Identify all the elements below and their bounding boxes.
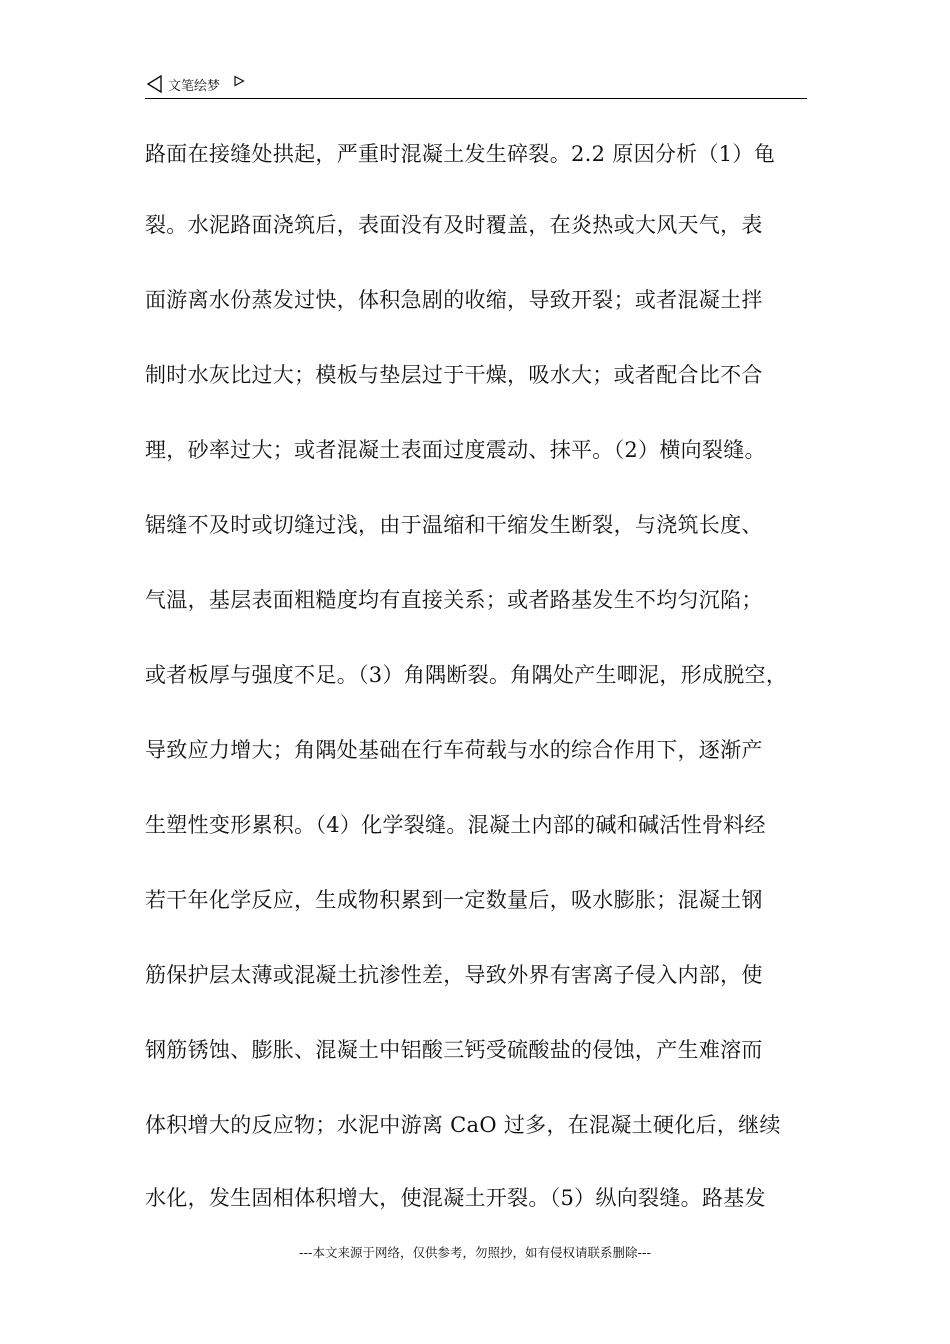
text-line: 水化，发生固相体积增大，使混凝土开裂。（5）纵向裂缝。路基发 <box>145 1186 766 1210</box>
text-line: 或者板厚与强度不足。（3）角隅断裂。角隅处产生唧泥，形成脱空， <box>145 663 788 687</box>
text-line: 理，砂率过大；或者混凝土表面过度震动、抹平。（2）横向裂缝。 <box>145 438 766 462</box>
text-line: 路面在接缝处拱起，严重时混凝土发生碎裂。2.2 原因分析（1）龟 <box>145 142 776 166</box>
text-line: 若干年化学反应，生成物积累到一定数量后，吸水膨胀；混凝土钢 <box>145 888 763 912</box>
text-line: 导致应力增大；角隅处基础在行车荷载与水的综合作用下，逐渐产 <box>145 738 763 762</box>
triangle-right-outline-icon <box>233 75 245 87</box>
text-line: 筋保护层太薄或混凝土抗渗性差，导致外界有害离子侵入内部，使 <box>145 963 763 987</box>
header-title: 文笔绘梦 <box>168 79 221 94</box>
triangle-left-outline-icon <box>145 74 165 94</box>
text-line: 锯缝不及时或切缝过浅，由于温缩和干缩发生断裂，与浇筑长度、 <box>145 513 763 537</box>
text-line: 制时水灰比过大；模板与垫层过于干燥，吸水大；或者配合比不合 <box>145 363 763 387</box>
text-line: 面游离水份蒸发过快，体积急剧的收缩，导致开裂；或者混凝土拌 <box>145 288 763 312</box>
text-line: 钢筋锈蚀、膨胀、混凝土中铝酸三钙受硫酸盐的侵蚀，产生难溶而 <box>145 1038 763 1062</box>
page-header <box>145 72 807 99</box>
text-line: 裂。水泥路面浇筑后，表面没有及时覆盖，在炎热或大风天气，表 <box>145 213 763 237</box>
text-line: 生塑性变形累积。（4）化学裂缝。混凝土内部的碱和碱活性骨料经 <box>145 813 766 837</box>
page-footer-notice: ---本文来源于网络，仅供参考，勿照抄，如有侵权请联系删除--- <box>298 1245 652 1260</box>
text-line: 气温，基层表面粗糙度均有直接关系；或者路基发生不均匀沉陷； <box>145 588 763 612</box>
text-line: 体积增大的反应物；水泥中游离 CaO 过多，在混凝土硬化后，继续 <box>145 1113 781 1137</box>
